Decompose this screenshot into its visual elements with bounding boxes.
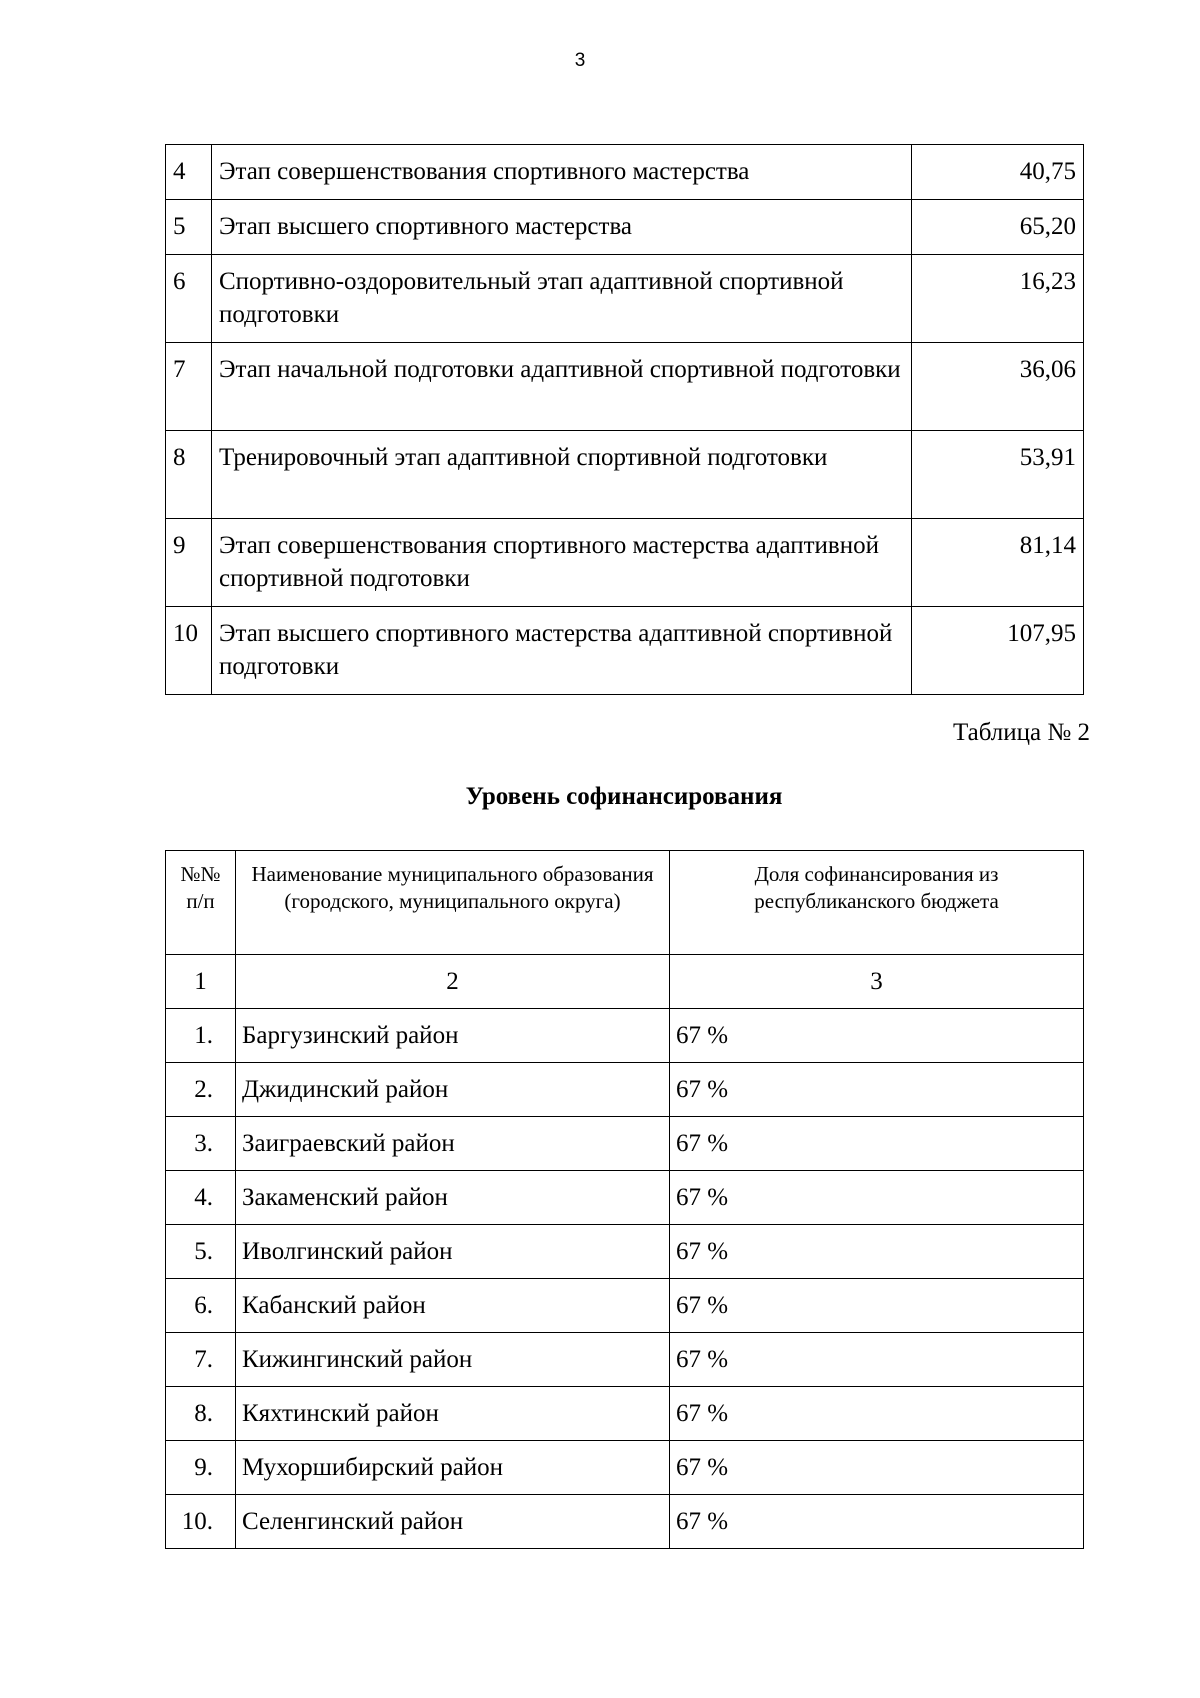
row-number: 4 [166,145,212,200]
cofinancing-share: 67 % [670,1333,1084,1387]
row-number: 5. [166,1225,236,1279]
stage-name: Этап высшего спортивного мастерства [212,200,912,255]
table-row [166,1495,1084,1549]
column-number: 3 [670,955,1084,1009]
page-number: 3 [574,50,586,71]
row-number: 3. [166,1117,236,1171]
table-row [166,431,1084,519]
row-number: 8. [166,1387,236,1441]
table-row [166,145,1084,200]
stage-name: Спортивно-оздоровительный этап адаптивной спортивной подготовки [212,255,912,343]
stage-name: Этап высшего спортивного мастерства адаптивной спортивной подготовки [212,607,912,695]
cofinancing-share: 67 % [670,1225,1084,1279]
cofinancing-share: 67 % [670,1009,1084,1063]
stage-value: 36,06 [912,343,1084,431]
row-number: 9 [166,519,212,607]
stage-name: Тренировочный этап адаптивной спортивной подготовки [212,431,912,519]
row-number: 6. [166,1279,236,1333]
stage-name: Этап начальной подготовки адаптивной спортивной подготовки [212,343,912,431]
municipality-name: Мухоршибирский район [236,1441,670,1495]
stage-name: Этап совершенствования спортивного мастерства [212,145,912,200]
header-number: №№ п/п [166,851,236,955]
cofinancing-share: 67 % [670,1063,1084,1117]
table-row [166,1117,1084,1171]
row-number: 6 [166,255,212,343]
row-number: 7 [166,343,212,431]
municipality-name: Закаменский район [236,1171,670,1225]
stage-value: 65,20 [912,200,1084,255]
municipality-name: Иволгинский район [236,1225,670,1279]
stage-value: 107,95 [912,607,1084,695]
cofinancing-share: 67 % [670,1171,1084,1225]
municipality-name: Кабанский район [236,1279,670,1333]
table-row [166,1279,1084,1333]
table-row [166,1225,1084,1279]
row-number: 2. [166,1063,236,1117]
table-row [166,255,1084,343]
header-share: Доля софинансирования из республиканского бюджета [670,851,1084,955]
table-row [166,1387,1084,1441]
column-number: 2 [236,955,670,1009]
cofinancing-share: 67 % [670,1279,1084,1333]
municipality-name: Джидинский район [236,1063,670,1117]
municipality-name: Селенгинский район [236,1495,670,1549]
cofinancing-table [165,850,1084,1549]
column-number: 1 [166,955,236,1009]
stage-value: 53,91 [912,431,1084,519]
table-row [166,343,1084,431]
stage-name: Этап совершенствования спортивного мастерства адаптивной спортивной подготовки [212,519,912,607]
stage-value: 40,75 [912,145,1084,200]
cofinancing-share: 67 % [670,1117,1084,1171]
column-number-row [166,955,1084,1009]
row-number: 10 [166,607,212,695]
table-title: Уровень софинансирования [465,783,783,810]
table-caption: Таблица № 2 [952,719,1090,746]
table-row [166,1171,1084,1225]
table-row [166,607,1084,695]
table-row [166,1063,1084,1117]
cofinancing-share: 67 % [670,1495,1084,1549]
row-number: 9. [166,1441,236,1495]
table-row [166,1333,1084,1387]
table-header-row [166,851,1084,955]
header-municipality: Наименование муниципального образования (городского, муниципального округа) [236,851,670,955]
row-number: 7. [166,1333,236,1387]
stage-value: 16,23 [912,255,1084,343]
row-number: 1. [166,1009,236,1063]
row-number: 5 [166,200,212,255]
row-number: 8 [166,431,212,519]
row-number: 4. [166,1171,236,1225]
table-row [166,519,1084,607]
table-row [166,200,1084,255]
municipality-name: Кяхтинский район [236,1387,670,1441]
table-row [166,1441,1084,1495]
municipality-name: Кижингинский район [236,1333,670,1387]
cofinancing-share: 67 % [670,1441,1084,1495]
stage-value: 81,14 [912,519,1084,607]
municipality-name: Баргузинский район [236,1009,670,1063]
table-row [166,1009,1084,1063]
cost-table [165,144,1084,695]
cofinancing-share: 67 % [670,1387,1084,1441]
municipality-name: Заиграевский район [236,1117,670,1171]
row-number: 10. [166,1495,236,1549]
